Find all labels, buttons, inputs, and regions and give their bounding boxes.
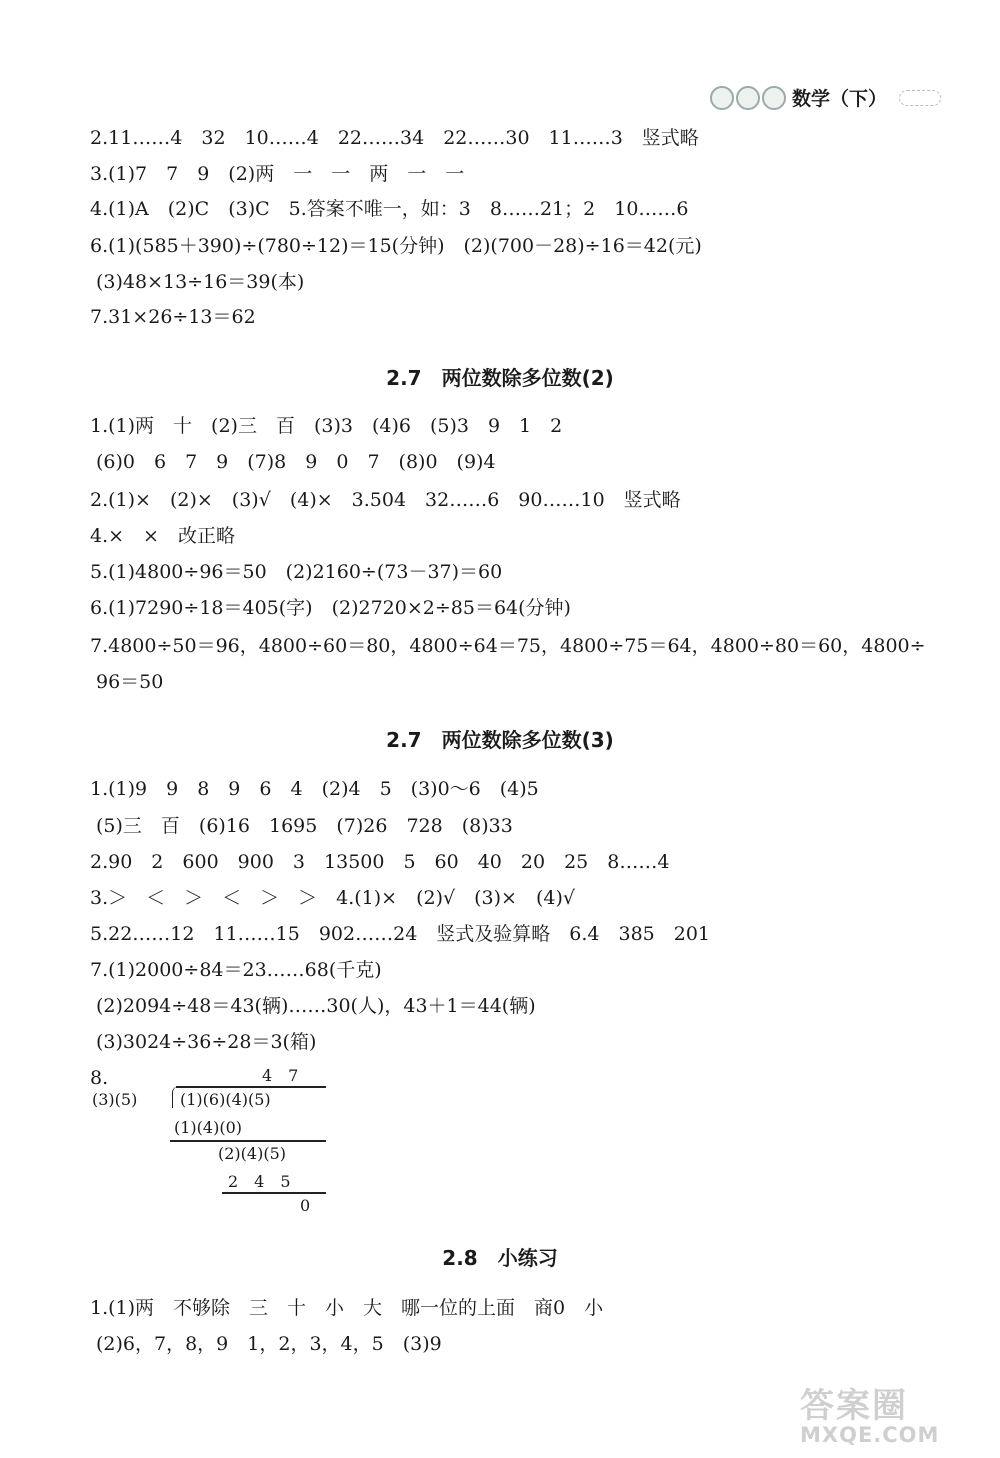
answer-line: 2.(1)× (2)× (3)√ (4)× 3.504 32……6 90……10 竖式略 [90,489,681,511]
answer-line: (5)三 百 (6)16 1695 (7)26 728 (8)33 [96,815,513,837]
answer-line: 7.(1)2000÷84＝23……68(千克) [90,959,382,981]
divisor: (3)(5) [92,1090,138,1109]
answer-line: 1.(1)9 9 8 9 6 4 (2)4 5 (3)0～6 (4)5 [90,778,539,800]
answer-line: 3.(1)7 7 9 (2)两 一 一 两 一 一 [90,163,465,185]
quotient: 4 7 [262,1066,299,1085]
question-number: 8. [90,1067,109,1089]
dividend: (1)(6)(4)(5) [180,1090,271,1109]
answer-line: 5.(1)4800÷96＝50 (2)2160÷(73－37)＝60 [90,561,503,583]
decoration-icon [899,90,941,106]
division-rule [170,1140,326,1142]
section-heading: 2.8 小练习 [442,1246,558,1270]
answer-line: 5.22……12 11……15 902……24 竖式及验算略 6.4 385 201 [90,923,711,945]
answer-line: 6.(1)(585＋390)÷(780÷12)＝15(分钟) (2)(700－28)÷16＝42(元) [90,235,702,257]
answer-line: 4.× × 改正略 [90,525,235,547]
answer-line: 7.4800÷50＝96，4800÷60＝80，4800÷64＝75，4800÷75＝64，4800÷80＝60，4800÷ [90,635,926,657]
answer-line: (2)2094÷48＝43(辆)……30(人)，43＋1＝44(辆) [96,995,536,1017]
answer-line: 3.＞ ＜ ＞ ＜ ＞ ＞ 4.(1)× (2)√ (3)× (4)√ [90,887,575,909]
division-bar [176,1086,326,1088]
answer-line: 1.(1)两 十 (2)三 百 (3)3 (4)6 (5)3 9 1 2 [90,415,563,437]
answer-line: 6.(1)7290÷18＝405(字) (2)2720×2÷85＝64(分钟) [90,597,571,619]
watermark-logo: 答案圈 [800,1386,908,1426]
subtract-step: 2 4 5 [228,1172,291,1191]
book-logo-icon [710,86,786,110]
answer-line: (2)6，7，8，9 1，2，3，4，5 (3)9 [96,1333,442,1355]
watermark-url: MXQE.COM [800,1423,940,1447]
section-heading: 2.7 两位数除多位数(3) [386,728,614,752]
header-title: 数学（下） [792,88,888,110]
answer-line: (3)48×13÷16＝39(本) [96,271,305,293]
answer-line: 96＝50 [96,671,164,693]
answer-line: (3)3024÷36÷28＝3(箱) [96,1031,317,1053]
remainder: 0 [300,1196,311,1215]
answer-line: 2.11……4 32 10……4 22……34 22……30 11……3 竖式略 [90,127,699,149]
answer-line: 7.31×26÷13＝62 [90,306,256,328]
page-header [710,84,941,111]
answer-line: 2.90 2 600 900 3 13500 5 60 40 20 25 8……4 [90,851,670,873]
answer-line: 4.(1)A (2)C (3)C 5.答案不唯一，如：3 8……21；2 10……6 [90,198,689,220]
subtract-step: (1)(4)(0) [174,1118,242,1137]
bring-down-step: (2)(4)(5) [218,1144,286,1163]
answer-line: (6)0 6 7 9 (7)8 9 0 7 (8)0 (9)4 [96,451,496,473]
watermark [800,1378,990,1450]
division-rule [222,1192,326,1194]
answer-line: 1.(1)两 不够除 三 十 小 大 哪一位的上面 商0 小 [90,1297,604,1319]
division-bracket [172,1086,179,1108]
section-heading: 2.7 两位数除多位数(2) [386,366,614,390]
